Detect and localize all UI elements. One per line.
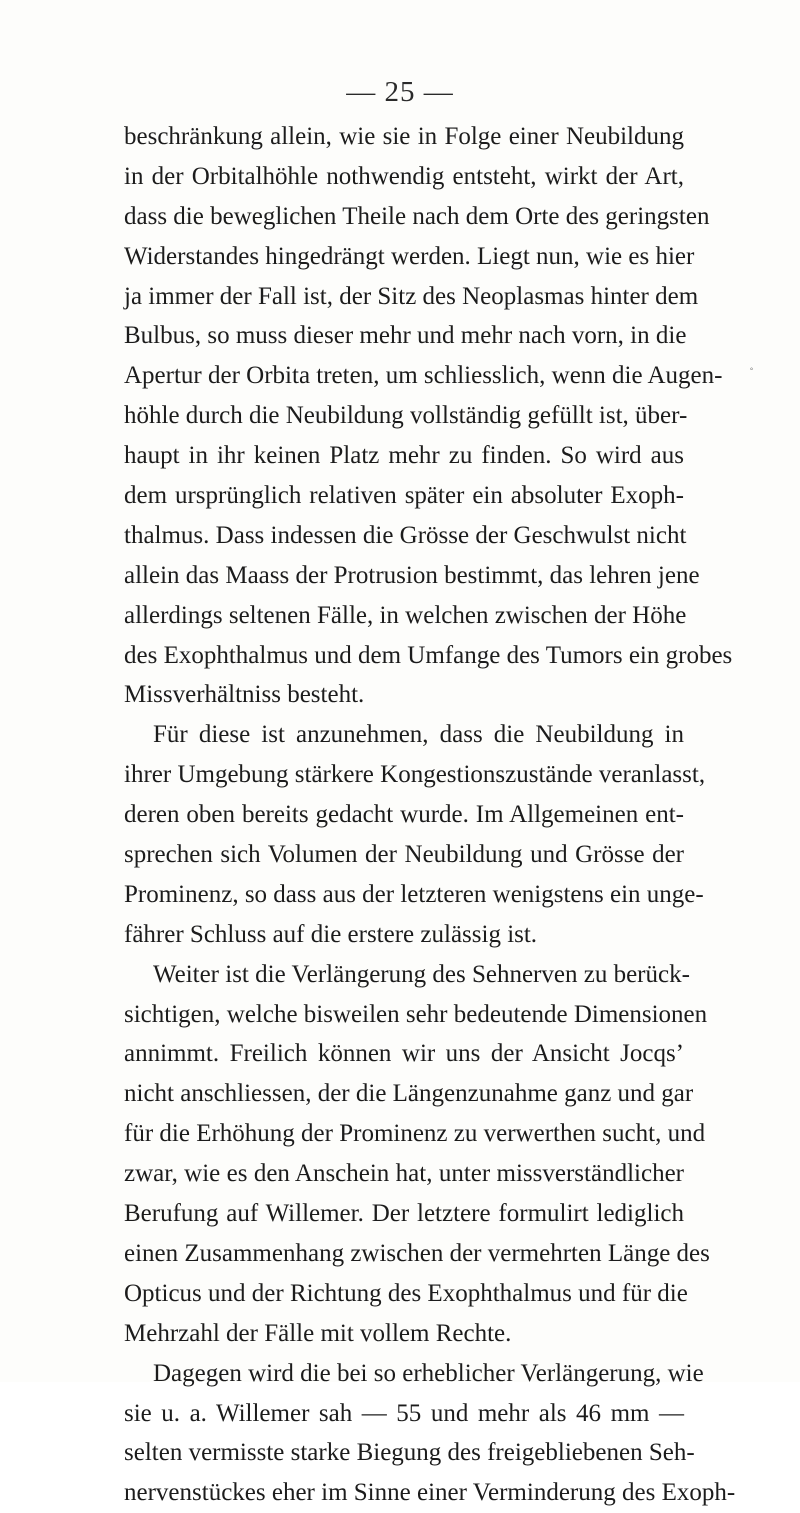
text-line: dass die beweglichen Theile nach dem Orte des geringsten <box>124 202 710 230</box>
text-line: sie u. a. Willemer sah — 55 und mehr als 46 mm — <box>124 1399 684 1427</box>
text-line: ihrer Umgebung stärkere Kongestionszustände veranlasst, <box>124 761 706 789</box>
text-line: Berufung auf Willemer. Der letztere formulirt lediglich <box>124 1200 684 1228</box>
text-line: Prominenz, so dass aus der letzteren wenigstens ein unge- <box>124 880 704 908</box>
text-line: des Exophthalmus und dem Umfange des Tumors ein grobes <box>124 641 733 669</box>
text-line: Apertur der Orbita treten, um schliesslich, wenn die Augen- <box>124 362 723 390</box>
text-line: selten vermisste starke Biegung des freigebliebenen Seh- <box>124 1439 695 1467</box>
text-line: allerdings seltenen Fälle, in welchen zwischen der Höhe <box>124 601 687 629</box>
text-line: Für diese ist anzunehmen, dass die Neubildung in <box>153 721 684 749</box>
text-line: für die Erhöhung der Prominenz zu verwerthen sucht, und <box>124 1120 706 1148</box>
text-line: höhle durch die Neubildung vollständig gefüllt ist, über- <box>124 402 688 430</box>
text-line: Widerstandes hingedrängt werden. Liegt nun, wie es hier <box>124 242 695 270</box>
text-line: Missverhältniss besteht. <box>124 681 365 709</box>
body-text <box>124 117 736 1513</box>
margin-mark: ◦ <box>749 364 754 375</box>
text-line: Dagegen wird die bei so erheblicher Verlängerung, wie <box>153 1359 704 1387</box>
text-line: nicht anschliessen, der die Längenzunahme ganz und gar <box>124 1080 694 1108</box>
text-line: Bulbus, so muss dieser mehr und mehr nach vorn, in die <box>124 322 687 350</box>
text-line: in der Orbitalhöhle nothwendig entsteht, wirkt der Art, <box>124 162 684 190</box>
text-line: nervenstückes eher im Sinne einer Verminderung des Exoph- <box>124 1479 736 1507</box>
text-line: deren oben bereits gedacht wurde. Im Allgemeinen ent- <box>124 801 684 829</box>
text-line: sprechen sich Volumen der Neubildung und Grösse der <box>124 841 684 869</box>
text-line: sichtigen, welche bisweilen sehr bedeutende Dimensionen <box>124 1000 708 1028</box>
text-line: allein das Maass der Protrusion bestimmt, das lehren jene <box>124 561 700 589</box>
text-line: fährer Schluss auf die erstere zulässig ist. <box>124 920 538 948</box>
text-line: Opticus und der Richtung des Exophthalmus und für die <box>124 1279 688 1307</box>
page-number: — 25 — <box>346 76 454 108</box>
text-line: beschränkung allein, wie sie in Folge einer Neubildung <box>124 123 684 150</box>
text-line: einen Zusammenhang zwischen der vermehrten Länge des <box>124 1239 710 1267</box>
text-line: ja immer der Fall ist, der Sitz des Neoplasmas hinter dem <box>124 282 699 310</box>
text-line: thalmus. Dass indessen die Grösse der Geschwulst nicht <box>124 521 687 549</box>
text-line: annimmt. Freilich können wir uns der Ansicht Jocqs’ <box>124 1040 684 1068</box>
text-line: haupt in ihr keinen Platz mehr zu finden. So wird aus <box>124 442 684 470</box>
text-line: Mehrzahl der Fälle mit vollem Rechte. <box>124 1319 512 1347</box>
text-line: dem ursprünglich relativen später ein absoluter Exoph- <box>124 482 684 510</box>
text-line: zwar, wie es den Anschein hat, unter missverständlicher <box>124 1160 684 1188</box>
text-line: Weiter ist die Verlängerung des Sehnerven zu berück- <box>153 960 690 988</box>
